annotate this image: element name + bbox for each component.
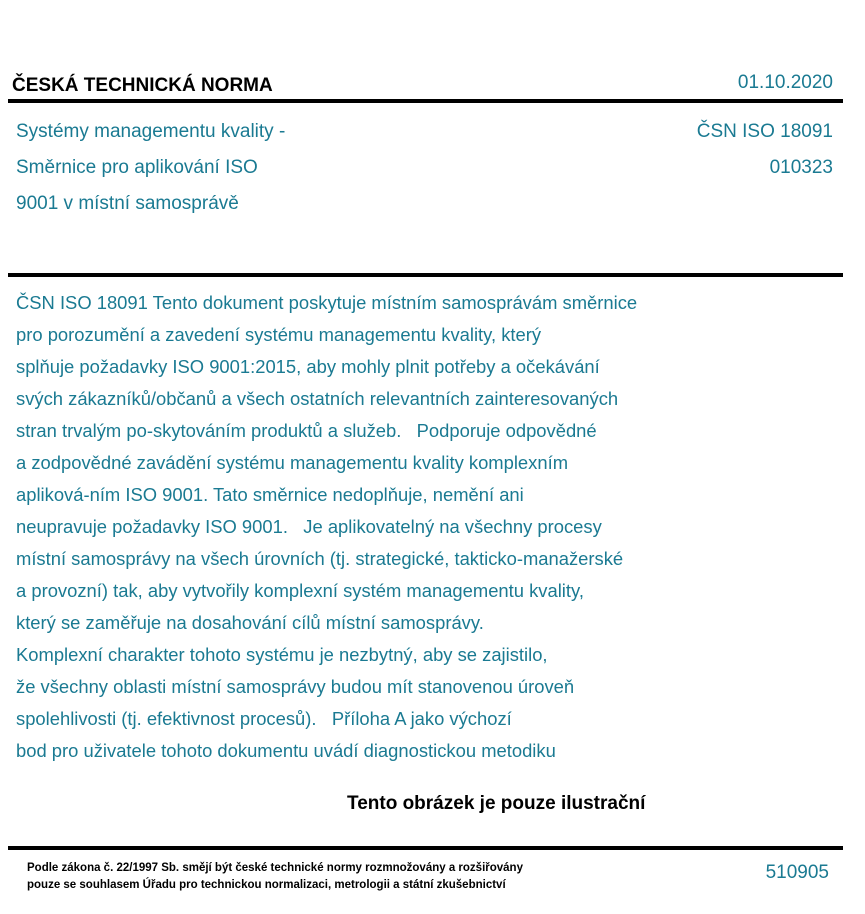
- abstract-line: Komplexní charakter tohoto systému je nezbytný, aby se zajistilo,: [16, 644, 548, 665]
- copyright-notice-line: pouze se souhlasem Úřadu pro technickou normalizaci, metrologii a státní zkušebnictví: [27, 879, 506, 891]
- standard-title-line: Směrnice pro aplikování ISO: [16, 157, 258, 178]
- standard-code-block: [697, 114, 833, 186]
- abstract-line: a zodpovědné zavádění systému managementu kvality komplexním: [16, 452, 569, 473]
- abstract-line: který se zaměřuje na dosahování cílů místní samosprávy.: [16, 612, 484, 633]
- abstract-line: pro porozumění a zavedení systému managementu kvality, který: [16, 324, 542, 345]
- header-divider: [8, 99, 843, 103]
- standard-designation: ČSN ISO 18091: [696, 121, 833, 142]
- document-type-heading: ČESKÁ TECHNICKÁ NORMA: [12, 75, 273, 96]
- issue-date: 01.10.2020: [737, 72, 833, 93]
- abstract-line: a provozní) tak, aby vytvořily komplexní systém managementu kvality,: [16, 580, 584, 601]
- abstract-line: neupravuje požadavky ISO 9001. Je aplikovatelný na všechny procesy: [16, 516, 602, 537]
- abstract-text: [16, 287, 776, 767]
- abstract-line: apliková-ním ISO 9001. Tato směrnice nedoplňuje, nemění ani: [16, 484, 524, 505]
- standard-title-line: Systémy managementu kvality -: [16, 121, 286, 142]
- standard-title-line: 9001 v místní samosprávě: [16, 193, 239, 214]
- illustration-disclaimer: Tento obrázek je pouze ilustrační: [347, 793, 646, 814]
- abstract-line: místní samosprávy na všech úrovních (tj. strategické, takticko-manažerské: [16, 548, 624, 569]
- abstract-line: že všechny oblasti místní samosprávy budou mít stanovenou úroveň: [16, 676, 575, 697]
- classification-code: 010323: [769, 157, 833, 178]
- abstract-line: ČSN ISO 18091 Tento dokument poskytuje místním samosprávám směrnice: [16, 292, 638, 313]
- abstract-line: spolehlivosti (tj. efektivnost procesů). Příloha A jako výchozí: [16, 708, 512, 729]
- abstract-line: stran trvalým po-skytováním produktů a služeb. Podporuje odpovědné: [16, 420, 597, 441]
- standard-title: [16, 114, 376, 222]
- abstract-line: bod pro uživatele tohoto dokumentu uvádí diagnostickou metodiku: [16, 740, 556, 761]
- title-divider: [8, 273, 843, 277]
- footer-divider: [8, 846, 843, 850]
- copyright-notice-line: Podle zákona č. 22/1997 Sb. smějí být české technické normy rozmnožovány a rozšiřovány: [27, 862, 523, 874]
- abstract-line: splňuje požadavky ISO 9001:2015, aby mohly plnit potřeby a očekávání: [16, 356, 600, 377]
- catalog-number: 510905: [765, 862, 829, 883]
- copyright-notice: [27, 860, 523, 894]
- abstract-line: svých zákazníků/občanů a všech ostatních relevantních zainteresovaných: [16, 388, 619, 409]
